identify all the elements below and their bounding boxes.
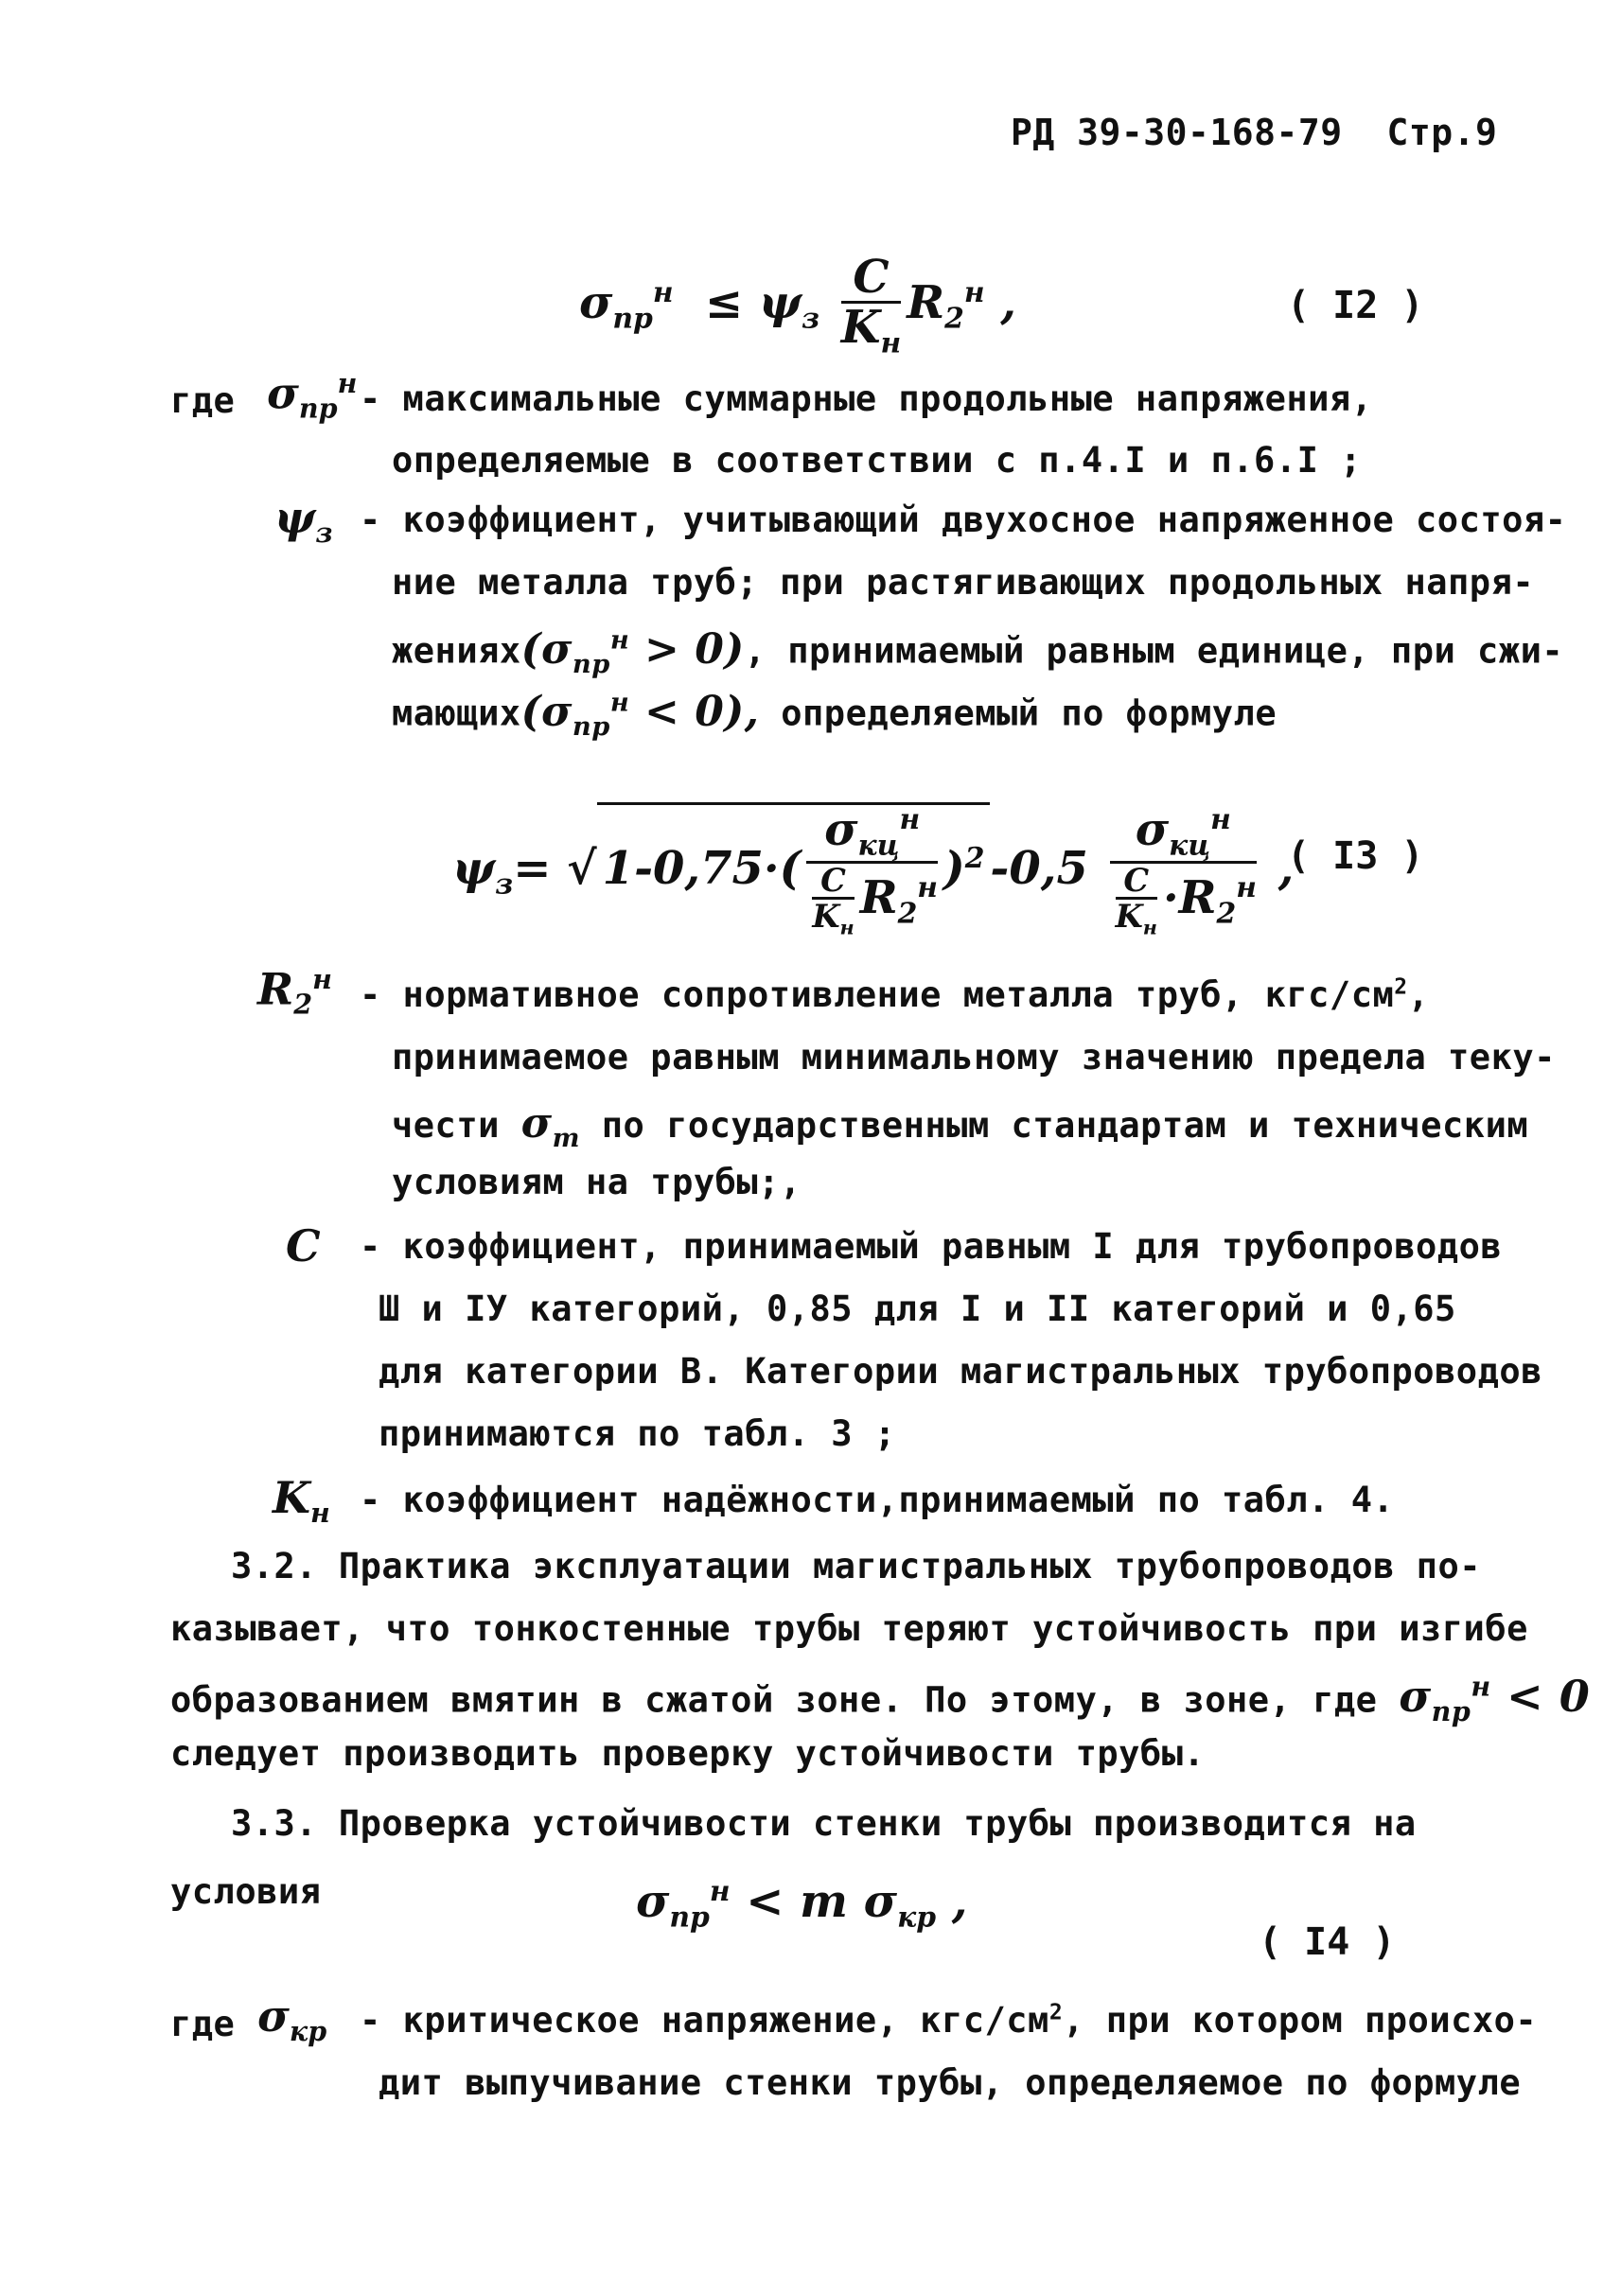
sigma-pr-symbol: $\sigma_{пр}^н$ [267, 367, 358, 425]
sigma-kr-definition-line-2: дит выпучивание стенки трубы, определяемое по формуле [379, 2062, 1522, 2103]
compression-zone-condition: $\sigma_{пр}^н < 0$ [1399, 1671, 1591, 1728]
para-3-3-line-2: условия [170, 1871, 322, 1912]
r-text: - нормативное сопротивление металла труб, кгс/см [360, 974, 1395, 1015]
para-3-2-line-3 [170, 1671, 1590, 1728]
equation-number-13: ( I3 ) [1287, 834, 1424, 878]
psi-symbol: $\psi_з$ [274, 492, 333, 550]
formula-12: $\sigma_{пр}^н \le \psi_з$ $\frac{C}{K_н}$ $R_2^н$ , [579, 251, 1016, 360]
sigma-pr-definition-line-2: определяемые в соответствии с п.4.I и п.6.I ; [392, 440, 1362, 481]
page-number: Стр.9 [1386, 112, 1498, 153]
para-3-2-line-4: следует производить проверку устойчивости трубы. [170, 1733, 1206, 1774]
r-text-yield: чести [392, 1105, 500, 1146]
compression-condition: $(\sigma_{пр}^н < 0)$, [520, 687, 760, 742]
r-definition-line-1: - нормативное сопротивление металла труб, кгс/$см^2$, [360, 974, 1430, 1015]
formula-14: $\sigma_{пр}^н < m$ $\sigma_{кр}$ , [636, 1875, 968, 1935]
para-3-2-text: образованием вмятин в сжатой зоне. По этому, в зоне, где [170, 1679, 1378, 1721]
c-definition-line-2: Ш и IУ категорий, 0,85 для I и II категорий и 0,65 [379, 1288, 1456, 1329]
c-symbol: C [286, 1220, 321, 1271]
equation-number-12: ( I2 ) [1287, 284, 1424, 327]
r-text-standards: по государственным стандартам и техническим [601, 1105, 1529, 1146]
c-definition-line-4: принимаются по табл. 3 ; [379, 1413, 896, 1454]
c-definition-line-3: для категории В. Категории магистральных трубопроводов [379, 1351, 1542, 1392]
document-code: РД 39-30-168-79 [1011, 112, 1343, 153]
psi-text-compression: мающих [392, 692, 521, 734]
para-3-3-line-1: 3.3. Проверка устойчивости стенки трубы производится на [231, 1803, 1417, 1844]
sigma-t-symbol: $\sigma_т$ [520, 1099, 580, 1153]
para-3-2-line-1: 3.2. Практика эксплуатации магистральных трубопроводов по- [231, 1546, 1482, 1586]
c-definition-line-1: - коэффициент, принимаемый равным I для трубопроводов [360, 1226, 1503, 1267]
psi-text-tension: жениях [392, 630, 521, 672]
formula-13: $\psi_з=$ √ 1-0,75·( $\sigma_{кц}^н$ $\frac{C}{K_н}$ $R_2^н$ )$^2$ -0,5 $\sigma_{кц}^н$ $\frac{C}{K_н}$ $\cdot R_2^н$ , [452, 803, 1295, 939]
equation-number-14: ( I4 ) [1259, 1920, 1396, 1964]
r-symbol: $R_2^н$ [257, 963, 332, 1021]
tension-condition: $(\sigma_{пр}^н > 0)$ [520, 624, 745, 679]
psi-definition-line-4 [392, 687, 1277, 741]
r-definition-line-4: условиям на трубы;, [392, 1162, 802, 1202]
k-definition: - коэффициент надёжности,принимаемый по табл. 4. [360, 1480, 1395, 1520]
where-label: где [170, 380, 236, 421]
para-3-2-line-2: казывает, что тонкостенные трубы теряют устойчивость при изгибе [170, 1608, 1528, 1649]
k-symbol: $K_н$ [273, 1472, 330, 1530]
psi-definition-line-2: ние металла труб; при растягивающих продольных напря- [392, 562, 1535, 603]
r-definition-line-2: принимаемое равным минимальному значению предела теку- [392, 1037, 1556, 1078]
where-label-2: где [170, 2004, 236, 2044]
psi-definition-line-1: - коэффициент, учитывающий двухосное напряженное состоя- [360, 500, 1567, 540]
sigma-kr-definition-line-1: - критическое напряжение, кгс/$см^2$, при котором происхо- [360, 2000, 1538, 2041]
sigma-kr-symbol: $\sigma_{кр}$ [257, 1990, 327, 2048]
sigma-kr-text: - критическое напряжение, кгс/см [360, 2000, 1049, 2041]
sigma-kr-text-2: , при котором происхо- [1063, 2000, 1538, 2041]
sigma-pr-definition-line-1: - максимальные суммарные продольные напряжения, [360, 378, 1373, 419]
psi-text-formula: определяемый по формуле [759, 692, 1277, 734]
psi-text-unity: , принимаемый равным единице, при сжи- [744, 630, 1564, 672]
page-header [1011, 112, 1497, 153]
psi-definition-line-3 [392, 624, 1563, 678]
r-definition-line-3 [392, 1099, 1528, 1153]
